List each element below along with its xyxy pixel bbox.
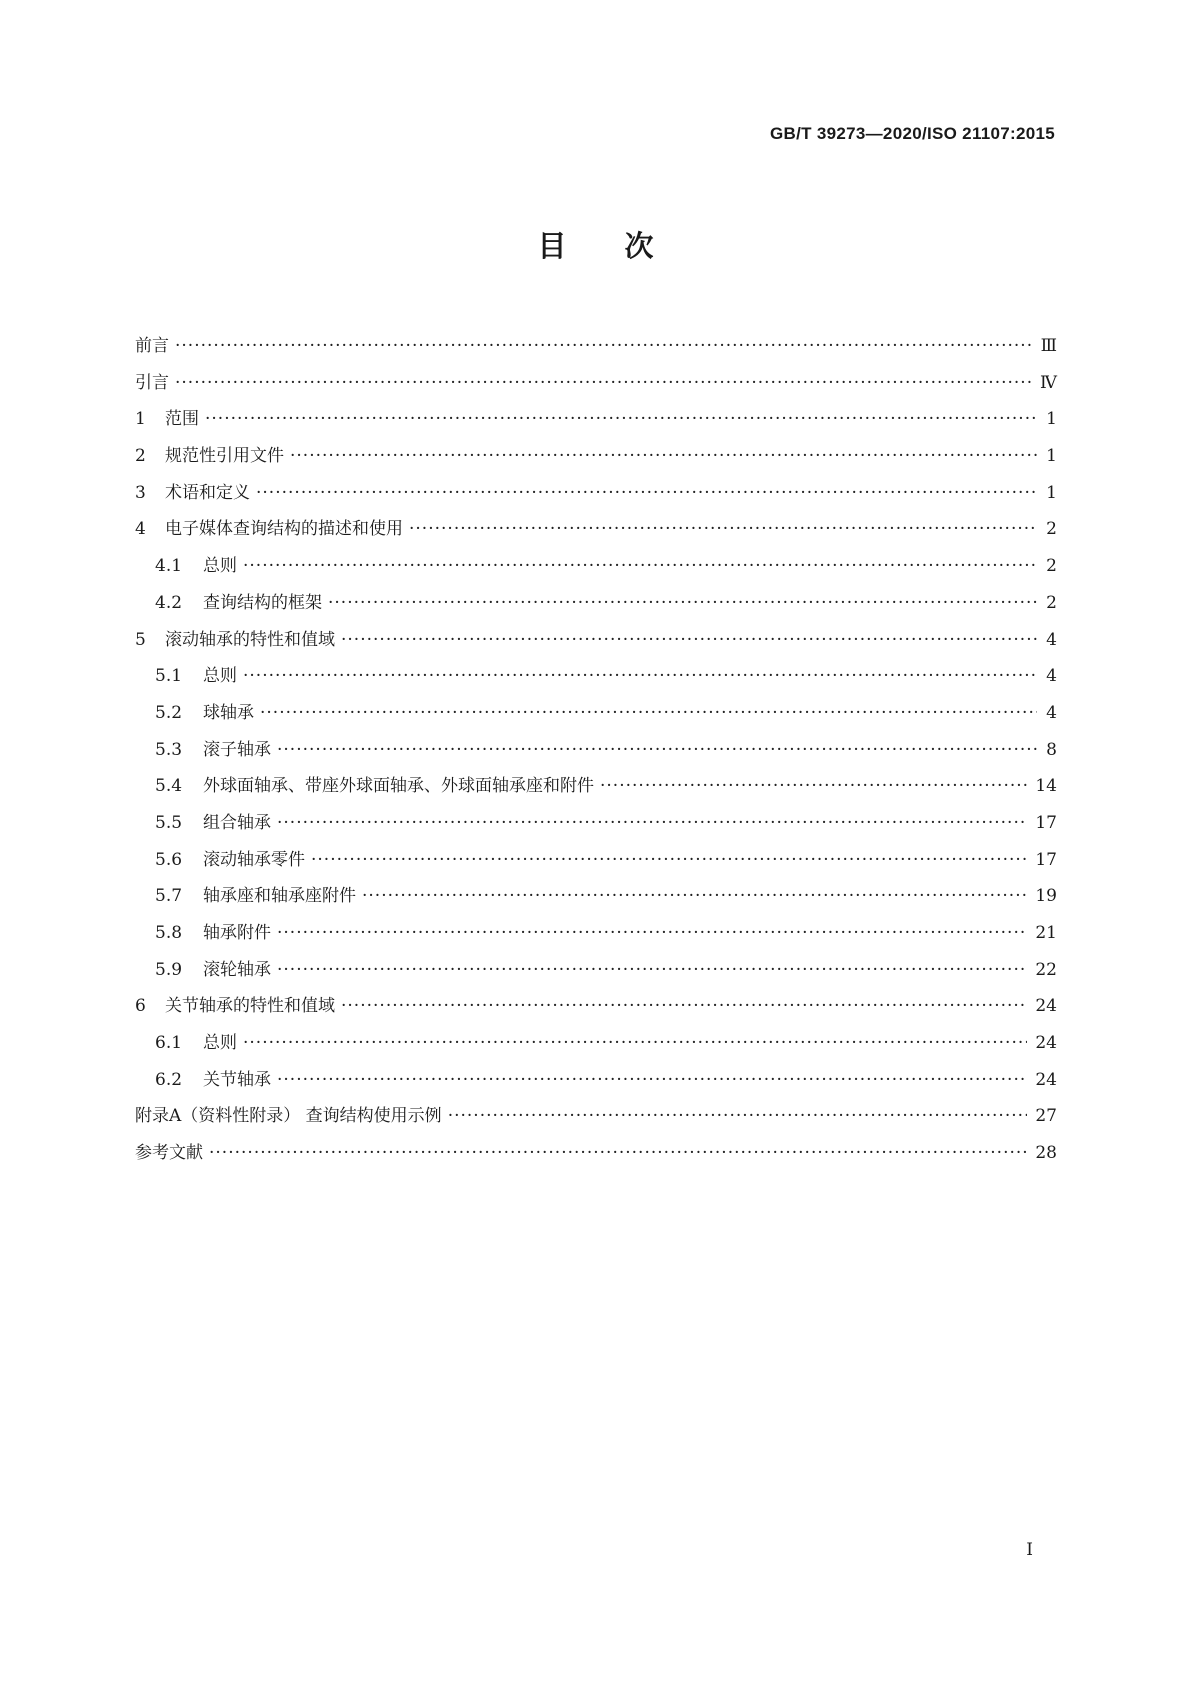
toc-entry-page: 2 [1046, 556, 1057, 577]
toc-entry-title: 总则 [203, 1033, 237, 1054]
toc-entry[interactable] [135, 842, 1057, 879]
toc-entry-page: 14 [1035, 776, 1057, 797]
toc-dot-leader [328, 585, 1037, 622]
toc-entry[interactable] [135, 1098, 1057, 1135]
toc-entry-title: 总则 [203, 556, 237, 577]
toc-entry-title: 引言 [135, 372, 169, 393]
toc-entry-page: 8 [1046, 739, 1057, 760]
toc-entry-number: 4.2 [155, 592, 183, 613]
toc-entry-page: 2 [1046, 519, 1057, 540]
toc-entry-number: 1 [135, 409, 146, 430]
toc-dot-leader [277, 952, 1027, 989]
toc-entry-title: 滚动轴承零件 [203, 849, 305, 870]
toc-entry-title: 关节轴承的特性和值域 [165, 996, 335, 1017]
toc-entry[interactable] [135, 658, 1057, 695]
toc-dot-leader [600, 768, 1027, 805]
toc-entry-title: 查询结构的框架 [203, 592, 322, 613]
toc-entry[interactable] [135, 768, 1057, 805]
toc-entry-title: 术语和定义 [165, 482, 250, 503]
toc-entry-page: 24 [1035, 996, 1057, 1017]
toc-entry[interactable] [135, 622, 1057, 659]
toc-dot-leader [409, 511, 1037, 548]
toc-entry-title: 球轴承 [203, 702, 254, 723]
toc-entry[interactable] [135, 328, 1057, 365]
document-code: GB/T 39273—2020/ISO 21107:2015 [770, 124, 1055, 143]
toc-entry-number: 6 [135, 996, 146, 1017]
toc-dot-leader [448, 1098, 1028, 1135]
toc-dot-leader [209, 1135, 1027, 1172]
toc-dot-leader [277, 732, 1037, 769]
toc-entry-page: 2 [1046, 592, 1057, 613]
toc-entry-number: 5.7 [155, 886, 183, 907]
toc-entry-number: 5.5 [155, 812, 183, 833]
toc-entry[interactable] [135, 695, 1057, 732]
toc-entry-number: 4.1 [155, 556, 183, 577]
toc-entry-page: 22 [1035, 959, 1057, 980]
toc-entry-number: 5.4 [155, 776, 183, 797]
toc-entry-number: 5.2 [155, 702, 183, 723]
toc-entry-title: 外球面轴承、带座外球面轴承、外球面轴承座和附件 [203, 776, 594, 797]
toc-dot-leader [260, 695, 1037, 732]
toc-entry-page: 28 [1035, 1143, 1057, 1164]
toc-entry-number: 6.2 [155, 1069, 183, 1090]
toc-entry[interactable] [135, 988, 1057, 1025]
toc-entry[interactable] [135, 1135, 1057, 1172]
toc-entry-page: 4 [1046, 629, 1057, 650]
toc-entry-page: 27 [1035, 1106, 1057, 1127]
toc-entry-number: 4 [135, 519, 146, 540]
toc-entry-page: 17 [1035, 849, 1057, 870]
toc-entry-number: 2 [135, 446, 146, 467]
toc-entry-title: 附录A（资料性附录） 查询结构使用示例 [135, 1106, 442, 1127]
toc-dot-leader [243, 658, 1037, 695]
toc-entry-page: 24 [1035, 1069, 1057, 1090]
toc-dot-leader [277, 805, 1027, 842]
toc-entry-number: 5.6 [155, 849, 183, 870]
toc-title: 目次 [537, 229, 712, 263]
toc-dot-leader [311, 842, 1027, 879]
toc-entry-page: Ⅲ [1040, 336, 1057, 356]
toc-entry-page: 1 [1046, 409, 1057, 430]
toc-dot-leader [277, 1062, 1027, 1099]
toc-dot-leader [205, 401, 1037, 438]
toc-entry-title: 参考文献 [135, 1143, 203, 1164]
toc-entry-title: 滚动轴承的特性和值域 [165, 629, 335, 650]
toc-dot-leader [362, 878, 1027, 915]
toc-dot-leader [243, 1025, 1027, 1062]
toc-dot-leader [290, 438, 1037, 475]
toc-entry-number: 5 [135, 629, 146, 650]
toc-entry-number: 5.1 [155, 666, 183, 687]
toc-entry-page: 4 [1046, 666, 1057, 687]
toc-entry-title: 规范性引用文件 [165, 446, 284, 467]
toc-entry[interactable] [135, 1062, 1057, 1099]
toc-entry[interactable] [135, 1025, 1057, 1062]
toc-entry-page: 21 [1035, 923, 1057, 943]
toc-entry-title: 组合轴承 [203, 812, 271, 833]
toc-dot-leader [243, 548, 1037, 585]
toc-entry[interactable] [135, 438, 1057, 475]
table-of-contents [135, 328, 1057, 1172]
toc-entry[interactable] [135, 511, 1057, 548]
toc-entry[interactable] [135, 475, 1057, 512]
toc-entry-page: 1 [1046, 446, 1057, 467]
toc-entry-page: Ⅳ [1040, 372, 1057, 393]
toc-dot-leader [256, 475, 1037, 512]
toc-entry-title: 滚子轴承 [203, 739, 271, 760]
toc-entry[interactable] [135, 401, 1057, 438]
toc-dot-leader [175, 365, 1032, 402]
toc-entry-title: 关节轴承 [203, 1069, 271, 1090]
toc-entry[interactable] [135, 805, 1057, 842]
toc-dot-leader [175, 328, 1033, 365]
toc-entry[interactable] [135, 915, 1057, 952]
toc-entry-number: 5.3 [155, 739, 183, 760]
toc-entry-title: 总则 [203, 666, 237, 687]
toc-entry-title: 滚轮轴承 [203, 959, 271, 980]
toc-entry-page: 19 [1035, 886, 1057, 907]
toc-entry-title: 轴承附件 [203, 923, 271, 943]
toc-dot-leader [277, 915, 1027, 952]
toc-entry-page: 17 [1035, 812, 1057, 833]
toc-entry-number: 3 [135, 482, 146, 503]
toc-entry-page: 1 [1046, 482, 1057, 503]
toc-entry[interactable] [135, 878, 1057, 915]
toc-entry[interactable] [135, 548, 1057, 585]
toc-entry-title: 电子媒体查询结构的描述和使用 [165, 519, 403, 540]
page-number: Ⅰ [1026, 1540, 1033, 1560]
toc-entry-page: 24 [1035, 1033, 1057, 1054]
toc-entry-number: 5.8 [155, 923, 183, 943]
toc-entry[interactable] [135, 365, 1057, 402]
toc-entry-title: 轴承座和轴承座附件 [203, 886, 356, 907]
toc-dot-leader [341, 622, 1037, 659]
toc-entry-page: 4 [1046, 702, 1057, 723]
toc-entry-title: 范围 [165, 409, 199, 430]
toc-entry[interactable] [135, 732, 1057, 769]
toc-entry-number: 5.9 [155, 959, 183, 980]
toc-entry-number: 6.1 [155, 1033, 183, 1054]
toc-entry-title: 前言 [135, 336, 169, 356]
toc-entry[interactable] [135, 585, 1057, 622]
toc-entry[interactable] [135, 952, 1057, 989]
toc-dot-leader [341, 988, 1027, 1025]
